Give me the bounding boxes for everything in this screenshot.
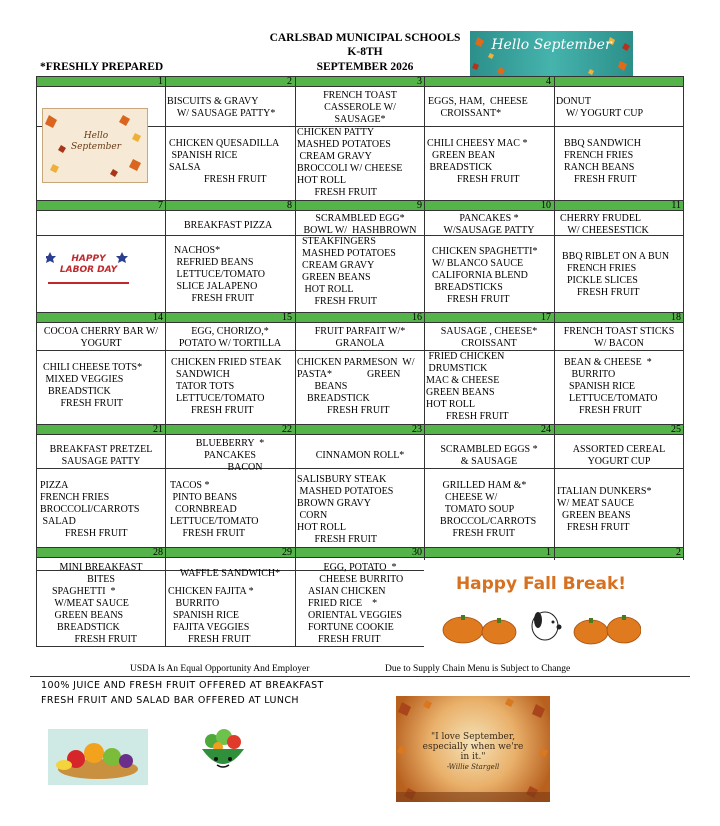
lunch-item: CHICKEN SPAGHETTI* W/ BLANCO SAUCE CALIFORNIA BLEND BREADSTICKS FRESH FRUIT [432,246,538,305]
day-number: 23 [412,424,422,435]
week-4-day-bar [36,424,684,435]
week-1-day-bar [36,76,684,87]
day-number: 14 [153,312,163,323]
day-number: 29 [282,547,292,558]
day-number: 11 [671,200,681,211]
day-number: 24 [541,424,551,435]
supply-chain-notice: Due to Supply Chain Menu is Subject to Change [385,664,571,674]
fruit-basket-icon [48,729,148,785]
breakfast-item: ASSORTED CEREAL YOGURT CUP [572,444,666,467]
day-number: 16 [412,312,422,323]
week-5-day-bar [36,547,684,558]
breakfast-item: CINNAMON ROLL* [315,450,405,461]
breakfast-item: SCRAMBLED EGGS * & SAUSAGE [440,444,538,467]
day-number: 28 [153,547,163,558]
fall-break-image [441,572,641,646]
lunch-item: ITALIAN DUNKERS* W/ MEAT SAUCE GREEN BEANS FRESH FRUIT [557,486,652,533]
day-number: 10 [541,200,551,211]
lunch-note: FRESH FRUIT AND SALAD BAR OFFERED AT LUNCH [41,695,299,706]
day-number: 30 [412,547,422,558]
breakfast-item: EGGS, HAM, CHEESE CROISSANT* [428,96,528,119]
day-number: 25 [671,424,681,435]
labor-day-text: HAPPY LABOR DAY [59,254,118,275]
lunch-item: BBQ SANDWICH FRENCH FRIES RANCH BEANS FRESH FRUIT [564,138,641,185]
footer-divider [30,676,690,677]
breakfast-item: WAFFLE SANDWICH* [179,568,281,579]
day-number: 2 [676,547,681,558]
breakfast-item: BLUEBERRY * PANCAKES BACON [195,438,265,473]
lunch-item: CHILI CHEESY MAC * GREEN BEAN BREADSTICK FRESH FRUIT [427,138,528,185]
breakfast-item: FRUIT PARFAIT W/* GRANOLA [314,326,406,349]
lunch-item: CHICKEN QUESADILLA SPANISH RICE SALSA FRESH FRUIT [169,138,280,185]
day-number: 15 [282,312,292,323]
day-number: 2 [287,76,292,87]
breakfast-item: BREAKFAST PRETZEL SAUSAGE PATTY [49,444,153,467]
lunch-item: NACHOS* REFRIED BEANS LETTUCE/TOMATO SLICE JALAPENO FRESH FRUIT [174,245,266,304]
lunch-item: BBQ RIBLET ON A BUN FRENCH FRIES PICKLE SLICES FRESH FRUIT [562,251,670,298]
quote-author: -Willie Stargell [446,763,500,771]
hello-september-text: Hello September [70,131,122,152]
lunch-item: CHICKEN PARMESON W/ PASTA* GREEN BEANS BREADSTICK FRESH FRUIT [297,357,415,416]
day-number: 18 [671,312,681,323]
lunch-item: CHICKEN FRIED STEAK SANDWICH TATOR TOTS LETTUCE/TOMATO FRESH FRUIT [171,357,282,416]
lunch-item: TACOS * PINTO BEANS CORNBREAD LETTUCE/TOMATO FRESH FRUIT [170,480,259,539]
day-number: 22 [282,424,292,435]
breakfast-item: BISCUITS & GRAVY W/ SAUSAGE PATTY* [167,96,276,119]
snoopy-icon [532,612,562,640]
lunch-item: PIZZA FRENCH FRIES BROCCOLI/CARROTS SALAD FRESH FRUIT [40,480,140,539]
freshly-prepared-note: *FRESHLY PREPARED [40,61,164,73]
breakfast-item: FRENCH TOAST STICKS W/ BACON [563,326,675,349]
lunch-item: STEAKFINGERS MASHED POTATOES CREAM GRAVY GREEN BEANS HOT ROLL FRESH FRUIT [302,236,396,307]
quote-text: "I love September, especially when we're in it." [422,732,524,762]
day-number: 4 [546,76,551,87]
day-number: 1 [546,547,551,558]
day-number: 9 [417,200,422,211]
september-quote-image [396,696,550,802]
usda-statement: USDA Is An Equal Opportunity And Employer [130,664,310,674]
lunch-item: BEAN & CHEESE * BURRITO SPANISH RICE LETTUCE/TOMATO FRESH FRUIT [564,357,658,416]
lunch-item: ASIAN CHICKEN FRIED RICE * ORIENTAL VEGGIES FORTUNE COOKIE FRESH FRUIT [308,586,402,645]
fall-break-text: Happy Fall Break! [455,574,627,594]
lunch-item: SALISBURY STEAK MASHED POTATOES BROWN GRAVY CORN HOT ROLL FRESH FRUIT [297,474,394,545]
grade-range: K-8TH [347,46,383,58]
labor-day-image [46,248,131,288]
lunch-item: CHICKEN FAJITA * BURRITO SPANISH RICE FAJITA VEGGIES FRESH FRUIT [168,586,254,645]
day-number: 7 [158,200,163,211]
day-number: 3 [417,76,422,87]
breakfast-item: EGG, POTATO * CHEESE BURRITO [319,562,404,585]
day-number: 8 [287,200,292,211]
salad-bowl-icon [198,727,248,775]
breakfast-item: MINI BREAKFAST BITES [59,562,143,585]
day-number: 17 [541,312,551,323]
breakfast-item: EGG, CHORIZO,* POTATO W/ TORTILLA [178,326,282,349]
lunch-item: SPAGHETTI * W/MEAT SAUCE GREEN BEANS BREADSTICK FRESH FRUIT [52,586,138,645]
breakfast-item: FRENCH TOAST CASSEROLE W/ SAUSAGE* [323,90,397,125]
day-number: 1 [158,76,163,87]
week-2-day-bar [36,200,684,211]
breakfast-item: BREAKFAST PIZZA [184,220,273,231]
week-3-day-bar [36,312,684,323]
lunch-item: CHILI CHEESE TOTS* MIXED VEGGIES BREADSTICK FRESH FRUIT [43,362,143,409]
lunch-item: GRILLED HAM &* CHEESE W/ TOMATO SOUP BROCCOL/CARROTS FRESH FRUIT [440,480,537,539]
lunch-item: CHICKEN PATTY MASHED POTATOES CREAM GRAVY BROCCOLI W/ CHEESE HOT ROLL FRESH FRUIT [297,127,403,198]
breakfast-item: COCOA CHERRY BAR W/ YOGURT [43,326,159,349]
menu-month: SEPTEMBER 2026 [316,61,414,73]
lunch-item: FRIED CHICKEN DRUMSTICK MAC & CHEESE GREEN BEANS HOT ROLL FRESH FRUIT [426,351,509,422]
september-banner [470,31,633,76]
breakfast-note: 100% JUICE AND FRESH FRUIT OFFERED AT BREAKFAST [41,680,324,691]
breakfast-item: SCRAMBLED EGG* BOWL W/ HASHBROWN [303,213,417,236]
breakfast-item: SAUSAGE , CHEESE* CROISSANT [440,326,538,349]
day-number: 21 [153,424,163,435]
breakfast-item: PANCAKES * W/SAUSAGE PATTY [443,213,535,236]
breakfast-item: CHERRY FRUDEL W/ CHEESESTICK [560,213,649,236]
breakfast-item: DONUT W/ YOGURT CUP [556,96,644,119]
district-name: CARLSBAD MUNICIPAL SCHOOLS [269,32,461,44]
hello-september-image [42,108,148,183]
menu-calendar [36,76,684,647]
september-banner-text: Hello September [491,37,612,53]
